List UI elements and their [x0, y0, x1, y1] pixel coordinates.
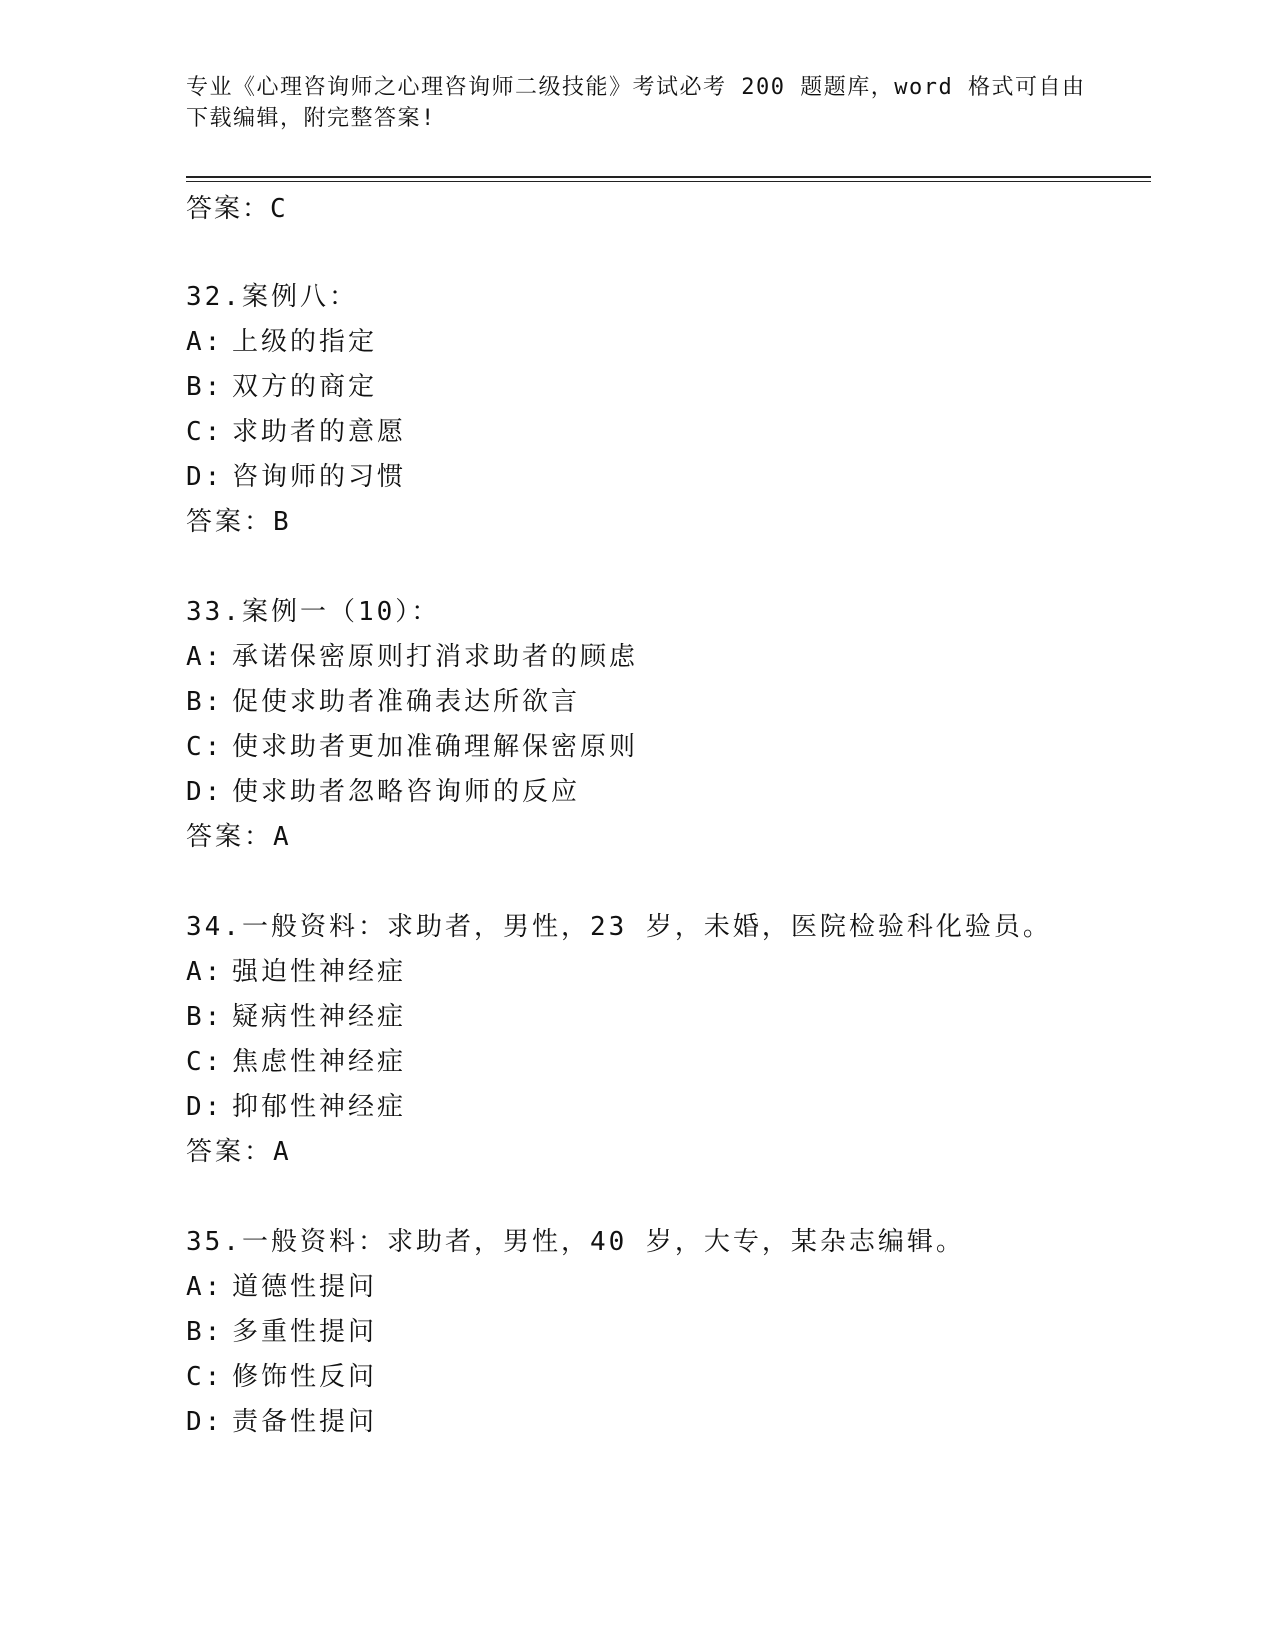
divider-thin-line	[186, 181, 1151, 182]
option-key: B:	[186, 1317, 224, 1347]
option-row	[186, 680, 1151, 725]
option-key: C:	[186, 417, 224, 447]
answer-line: 答案：A	[186, 822, 292, 852]
option-text: 求助者的意愿	[232, 417, 407, 447]
option-text: 责备性提问	[232, 1407, 378, 1437]
question-block	[186, 275, 1151, 545]
document-header-intro: 专业《心理咨询师之心理咨询师二级技能》考试必考 200 题题库，word 格式可自由下载编辑，附完整答案!	[186, 75, 1086, 131]
option-key: A:	[186, 327, 224, 357]
header-divider	[186, 176, 1151, 183]
option-row	[186, 725, 1151, 770]
option-row	[186, 1310, 1151, 1355]
option-key: C:	[186, 1362, 224, 1392]
option-key: C:	[186, 732, 224, 762]
option-key: D:	[186, 777, 224, 807]
question-block	[186, 590, 1151, 860]
option-text: 修饰性反问	[232, 1362, 378, 1392]
option-text: 强迫性神经症	[232, 957, 407, 987]
question-block	[186, 905, 1151, 1175]
option-text: 疑病性神经症	[232, 1002, 407, 1032]
option-row	[186, 995, 1151, 1040]
question-title: 33.案例一（10）：	[186, 597, 441, 627]
option-text: 抑郁性神经症	[232, 1092, 407, 1122]
option-text: 承诺保密原则打消求助者的顾虑	[232, 642, 639, 672]
option-row	[186, 1040, 1151, 1085]
answer-line: 答案：C	[186, 194, 288, 224]
option-key: C:	[186, 1047, 224, 1077]
option-text: 上级的指定	[232, 327, 378, 357]
divider-thick-line	[186, 176, 1151, 178]
option-text: 道德性提问	[232, 1272, 378, 1302]
option-row	[186, 410, 1151, 455]
option-key: D:	[186, 462, 224, 492]
option-text: 双方的商定	[232, 372, 378, 402]
question-title: 32.案例八：	[186, 282, 358, 312]
option-key: D:	[186, 1092, 224, 1122]
option-key: A:	[186, 957, 224, 987]
option-row	[186, 1265, 1151, 1310]
option-text: 使求助者忽略咨询师的反应	[232, 777, 581, 807]
option-key: B:	[186, 372, 224, 402]
option-key: D:	[186, 1407, 224, 1437]
question-title: 34.一般资料：求助者，男性，23 岁，未婚，医院检验科化验员。	[186, 912, 1052, 942]
option-key: B:	[186, 1002, 224, 1032]
question-title: 35.一般资料：求助者，男性，40 岁，大专，某杂志编辑。	[186, 1227, 965, 1257]
option-text: 焦虑性神经症	[232, 1047, 407, 1077]
answer-line: 答案：B	[186, 507, 292, 537]
option-row	[186, 770, 1151, 815]
option-key: A:	[186, 1272, 224, 1302]
option-text: 使求助者更加准确理解保密原则	[232, 732, 639, 762]
question-block	[186, 1220, 1151, 1445]
option-text: 多重性提问	[232, 1317, 378, 1347]
option-text: 促使求助者准确表达所欲言	[232, 687, 581, 717]
answer-line: 答案：A	[186, 1137, 292, 1167]
option-text: 咨询师的习惯	[232, 462, 407, 492]
option-row	[186, 1400, 1151, 1445]
option-row	[186, 1355, 1151, 1400]
option-key: A:	[186, 642, 224, 672]
option-row	[186, 455, 1151, 500]
option-row	[186, 320, 1151, 365]
option-row	[186, 365, 1151, 410]
option-row	[186, 1085, 1151, 1130]
option-key: B:	[186, 687, 224, 717]
option-row	[186, 950, 1151, 995]
option-row	[186, 635, 1151, 680]
